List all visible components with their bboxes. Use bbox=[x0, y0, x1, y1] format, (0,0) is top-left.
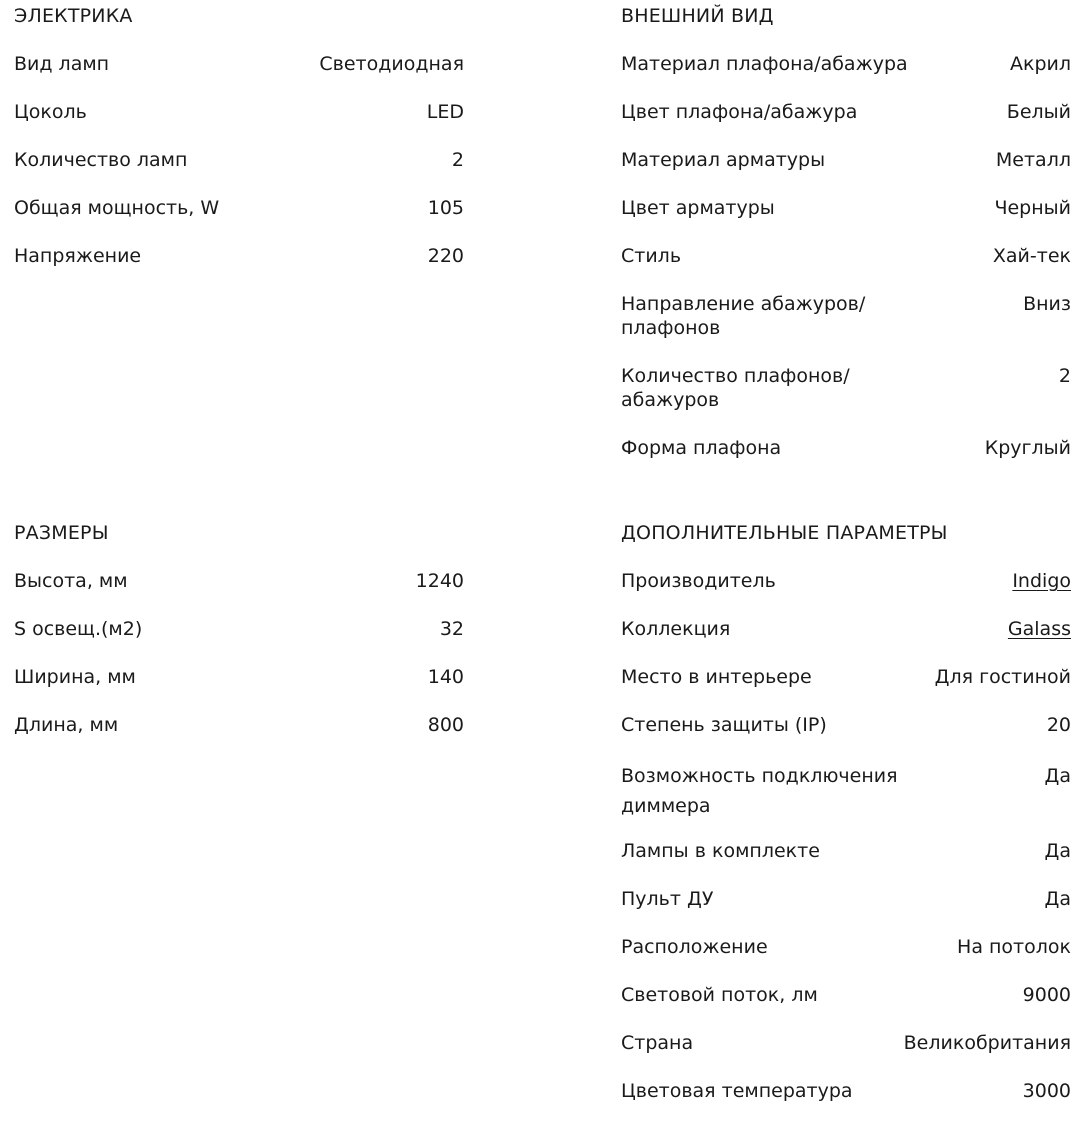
spec-row-placement bbox=[621, 935, 1071, 959]
spec-label: Материал плафона/абажура bbox=[621, 53, 908, 75]
spec-label: Направление абажуров/плафонов bbox=[621, 293, 866, 339]
spec-label: Вид ламп bbox=[14, 53, 110, 75]
dimensions-section bbox=[14, 521, 464, 761]
extra-title: ДОПОЛНИТЕЛЬНЫЕ ПАРАМЕТРЫ bbox=[621, 522, 948, 544]
spec-row-luminous-flux bbox=[621, 983, 1071, 1007]
spec-row-shade-shape bbox=[621, 436, 1071, 460]
spec-row-height bbox=[14, 569, 464, 593]
spec-row-lamps-included bbox=[621, 839, 1071, 863]
spec-row-voltage bbox=[14, 244, 464, 268]
spec-label: Форма плафона bbox=[621, 437, 782, 459]
spec-label: Ширина, мм bbox=[14, 666, 136, 688]
spec-row-shade-material bbox=[621, 52, 1071, 76]
spec-value: 220 bbox=[427, 245, 464, 267]
spec-value: Великобритания bbox=[903, 1032, 1071, 1054]
spec-row-shade-color bbox=[621, 100, 1071, 124]
spec-row-width bbox=[14, 665, 464, 689]
spec-row-lamp-count bbox=[14, 148, 464, 172]
spec-label: Степень защиты (IP) bbox=[621, 714, 827, 736]
spec-row-shade-count bbox=[621, 364, 1071, 412]
spec-label: Количество ламп bbox=[14, 149, 188, 171]
dimensions-title: РАЗМЕРЫ bbox=[14, 522, 109, 544]
spec-value: Да bbox=[1044, 840, 1071, 862]
spec-value: Светодиодная bbox=[319, 53, 464, 75]
spec-value: 3000 bbox=[1022, 1080, 1071, 1102]
spec-value: 9000 bbox=[1022, 984, 1071, 1006]
spec-row-socket bbox=[14, 100, 464, 124]
spec-value: 32 bbox=[439, 618, 464, 640]
spec-row-remote bbox=[621, 887, 1071, 911]
spec-row-style bbox=[621, 244, 1071, 268]
spec-label: Общая мощность, W bbox=[14, 197, 220, 219]
spec-label: Возможность подключения диммера bbox=[621, 765, 898, 817]
spec-label: Место в интерьере bbox=[621, 666, 812, 688]
spec-value: 2 bbox=[1058, 365, 1071, 387]
spec-row-shade-direction bbox=[621, 292, 1071, 340]
spec-value: Белый bbox=[1006, 101, 1071, 123]
spec-value: 1240 bbox=[415, 570, 464, 592]
spec-value: 800 bbox=[427, 714, 464, 736]
spec-row-manufacturer bbox=[621, 569, 1071, 593]
extra-section bbox=[621, 521, 1071, 1127]
spec-label: Пульт ДУ bbox=[621, 888, 714, 910]
spec-row-frame-material bbox=[621, 148, 1071, 172]
spec-label: Количество плафонов/абажуров bbox=[621, 365, 850, 411]
spec-value: Круглый bbox=[984, 437, 1071, 459]
spec-value: Акрил bbox=[1009, 53, 1071, 75]
spec-value: Хай-тек bbox=[992, 245, 1071, 267]
electrics-title: ЭЛЕКТРИКА bbox=[14, 5, 133, 27]
spec-value: 140 bbox=[427, 666, 464, 688]
spec-value: 2 bbox=[451, 149, 464, 171]
spec-label: Расположение bbox=[621, 936, 768, 958]
spec-row-frame-color bbox=[621, 196, 1071, 220]
spec-label: Цвет арматуры bbox=[621, 197, 775, 219]
spec-row-ip-rating bbox=[621, 713, 1071, 737]
spec-label: Цветовая температура bbox=[621, 1080, 853, 1102]
spec-value: LED bbox=[426, 101, 464, 123]
spec-value: На потолок bbox=[957, 936, 1071, 958]
spec-label: Производитель bbox=[621, 570, 776, 592]
spec-label: Световой поток, лм bbox=[621, 984, 818, 1006]
spec-row-color-temperature bbox=[621, 1079, 1071, 1103]
spec-label: S освещ.(м2) bbox=[14, 618, 143, 640]
collection-link[interactable]: Galass bbox=[1007, 618, 1071, 640]
appearance-section bbox=[621, 4, 1071, 484]
spec-label: Стиль bbox=[621, 245, 682, 267]
spec-row-country bbox=[621, 1031, 1071, 1055]
spec-label: Материал арматуры bbox=[621, 149, 826, 171]
spec-row-total-power bbox=[14, 196, 464, 220]
spec-label: Напряжение bbox=[14, 245, 142, 267]
spec-row-interior-place bbox=[621, 665, 1071, 689]
spec-value: 20 bbox=[1046, 714, 1071, 736]
spec-label: Лампы в комплекте bbox=[621, 840, 820, 862]
spec-value: Черный bbox=[994, 197, 1071, 219]
spec-label: Цвет плафона/абажура bbox=[621, 101, 858, 123]
spec-row-collection bbox=[621, 617, 1071, 641]
spec-row-dimmer bbox=[621, 761, 1071, 821]
spec-row-lighting-area bbox=[14, 617, 464, 641]
spec-value: Да bbox=[1044, 888, 1071, 910]
electrics-section bbox=[14, 4, 464, 292]
spec-value: Для гостиной bbox=[934, 666, 1071, 688]
appearance-title: ВНЕШНИЙ ВИД bbox=[621, 5, 774, 27]
spec-value: Вниз bbox=[1023, 293, 1071, 315]
spec-value: Да bbox=[1044, 765, 1071, 787]
manufacturer-link[interactable]: Indigo bbox=[1012, 570, 1071, 592]
spec-value: 105 bbox=[427, 197, 464, 219]
spec-label: Высота, мм bbox=[14, 570, 128, 592]
spec-label: Страна bbox=[621, 1032, 694, 1054]
spec-label: Коллекция bbox=[621, 618, 731, 640]
spec-label: Длина, мм bbox=[14, 714, 119, 736]
spec-label: Цоколь bbox=[14, 101, 87, 123]
spec-row-length bbox=[14, 713, 464, 737]
spec-value: Металл bbox=[995, 149, 1071, 171]
spec-row-lamp-type bbox=[14, 52, 464, 76]
